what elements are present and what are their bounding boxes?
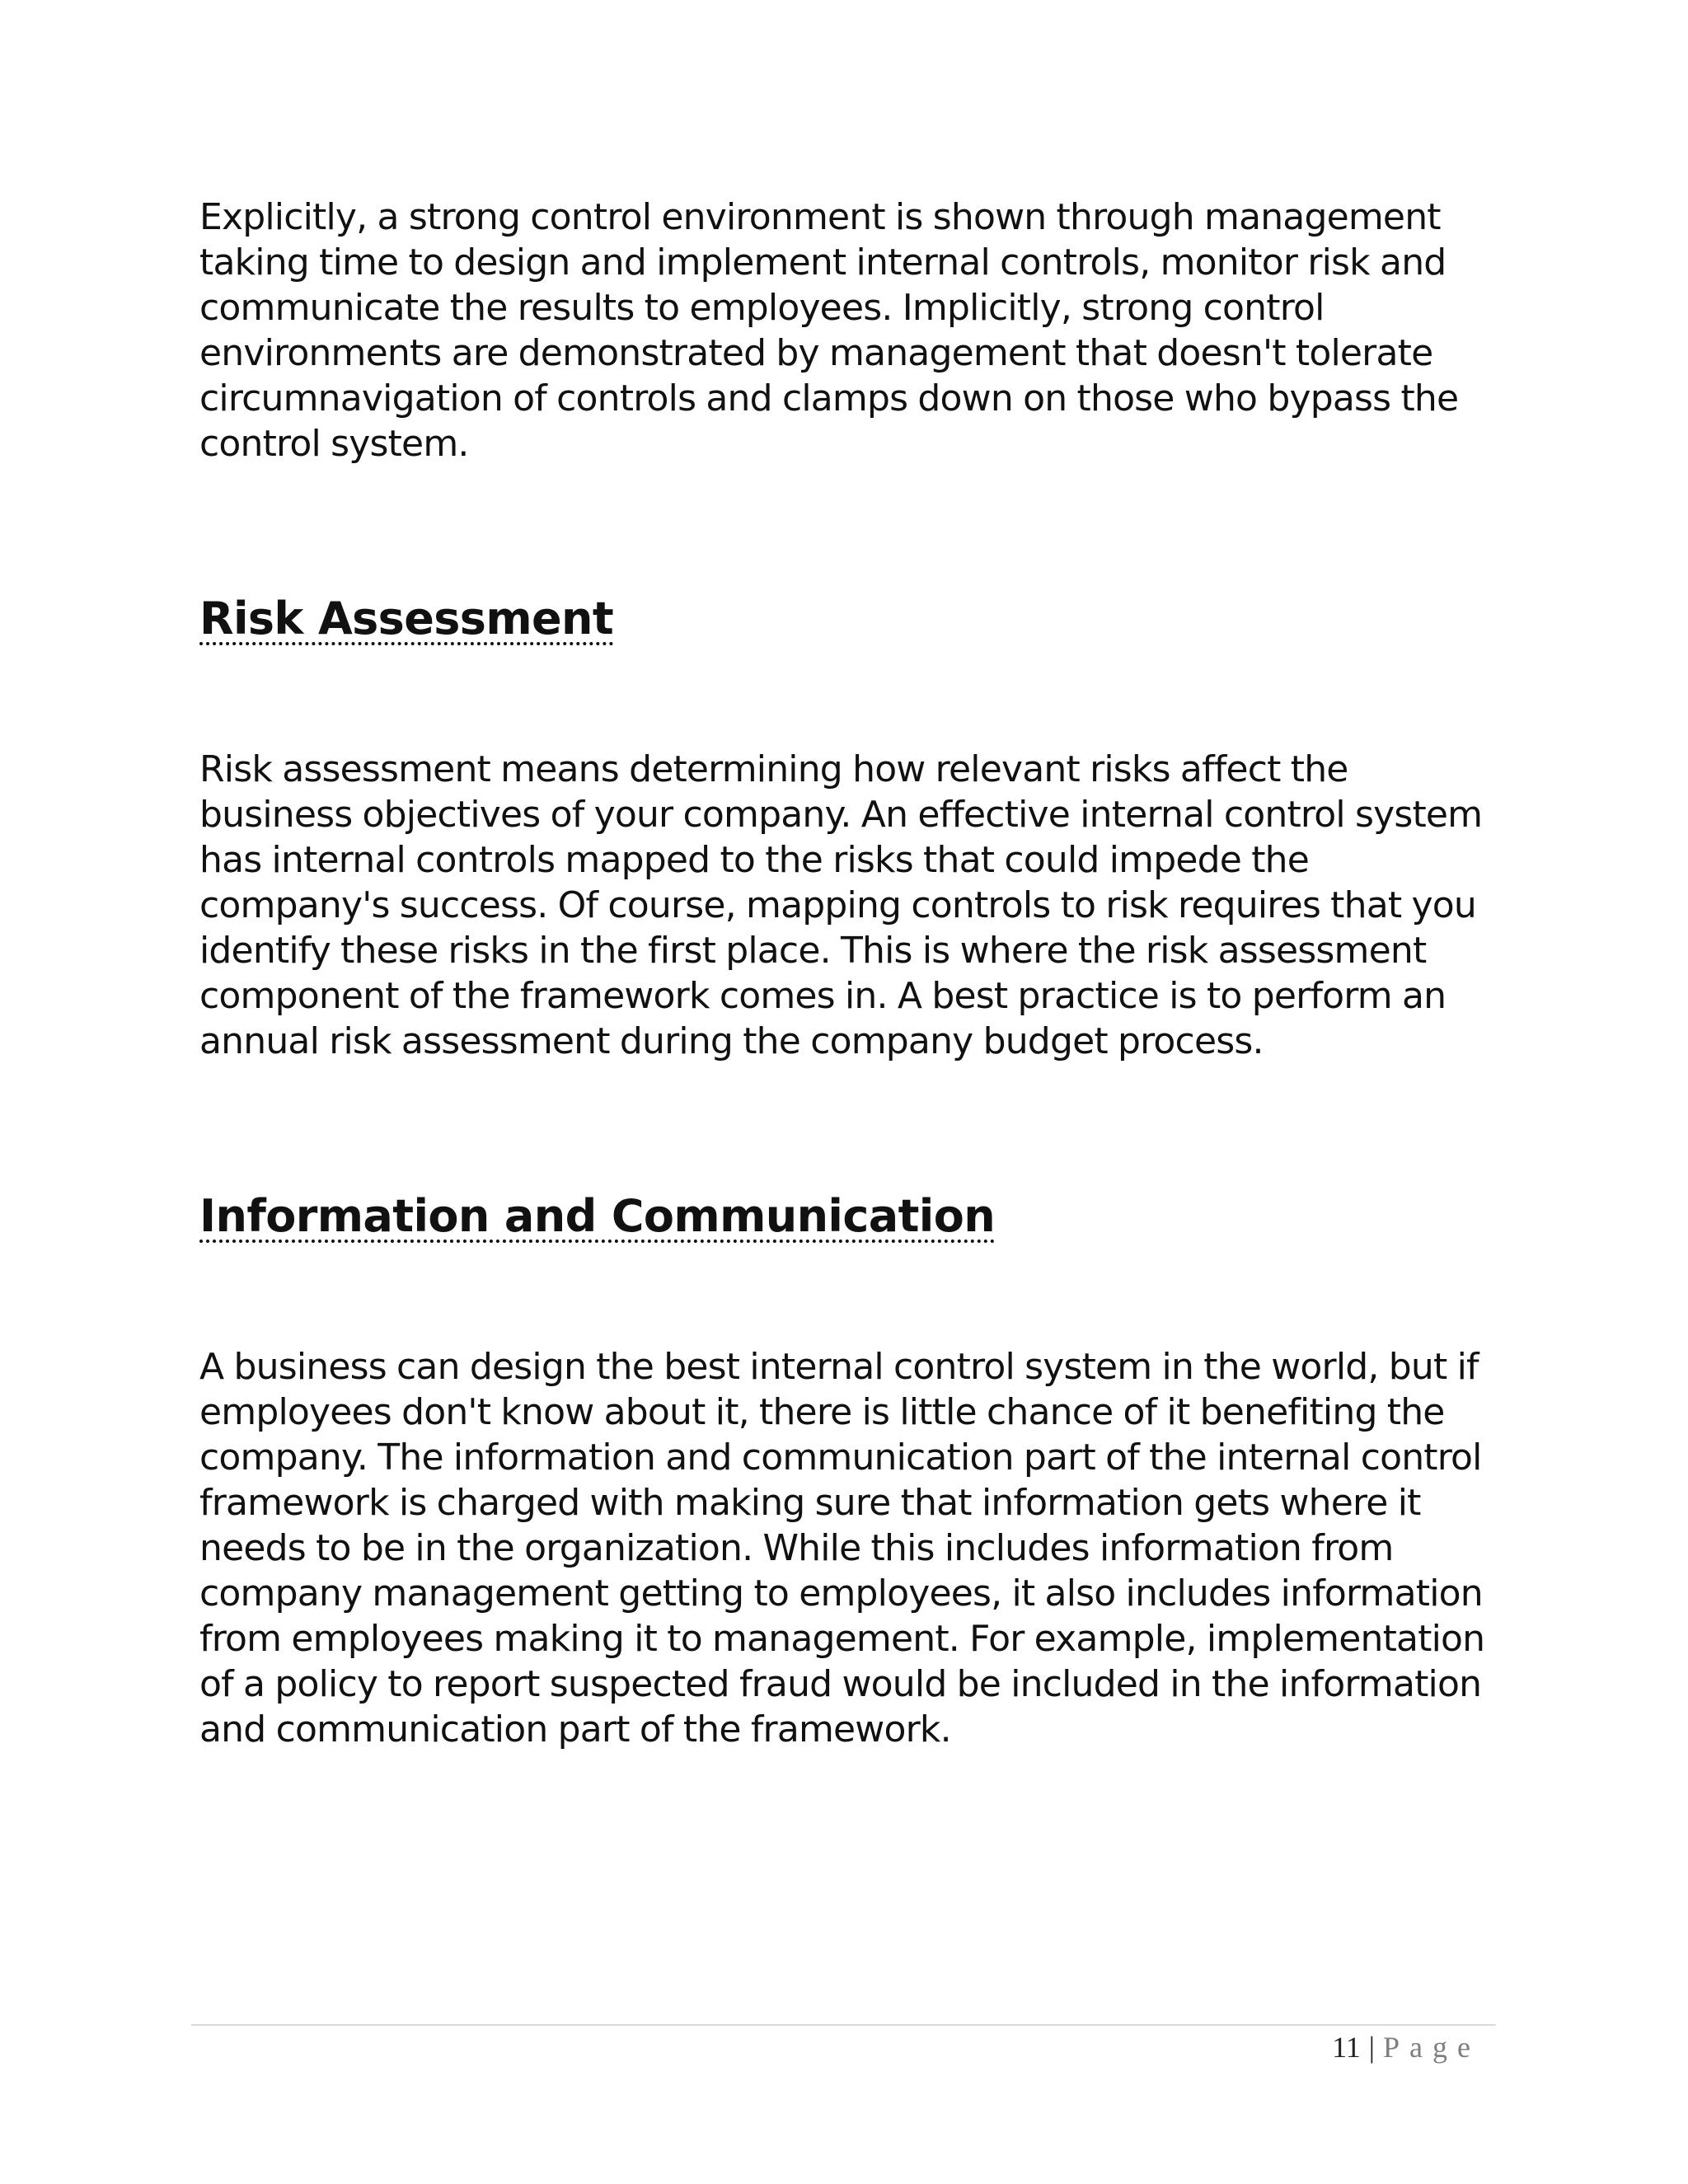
footer-divider: [191, 2024, 1496, 2026]
page-number: 11: [1332, 2031, 1361, 2064]
page-label: Page: [1383, 2031, 1480, 2064]
paragraph-information-communication: A business can design the best internal control system in the world, but if employees don't know about it, there is little chance of it benefiting the company. The information and communication part of the internal control framework is charged with making sure that information gets where it needs to be in the organization. While this includes information from company management getting to employees, it also includes information from employees making it to management. For example, implementation of a policy to report suspected fraud would be included in the information and communication part of the framework.: [199, 1346, 1485, 1750]
paragraph-control-environment: Explicitly, a strong control environment is shown through management taking time to design and implement internal controls, monitor risk and communicate the results to employees. Implicitly, strong control environments are demonstrated by management that doesn't tolerate circumnavigation of controls and clamps down on those who bypass the control system.: [199, 196, 1459, 465]
paragraph-risk-assessment: Risk assessment means determining how relevant risks affect the business objectives of your company. An effective internal control system has internal controls mapped to the risks that could impede the company's success. Of course, mapping controls to risk requires that you identify these risks in the first place. This is where the risk assessment component of the framework comes in. A best practice is to perform an annual risk assessment during the company budget process.: [199, 748, 1483, 1062]
page-content: [199, 194, 1502, 1752]
heading-risk-assessment: Risk Assessment: [199, 593, 614, 644]
spacer: [199, 648, 1502, 747]
footer-separator: |: [1368, 2031, 1376, 2064]
heading-information-communication: Information and Communication: [199, 1190, 996, 1242]
page-footer: [1332, 2029, 1480, 2065]
spacer: [199, 1245, 1502, 1344]
spacer: [199, 1064, 1502, 1188]
spacer: [199, 466, 1502, 590]
